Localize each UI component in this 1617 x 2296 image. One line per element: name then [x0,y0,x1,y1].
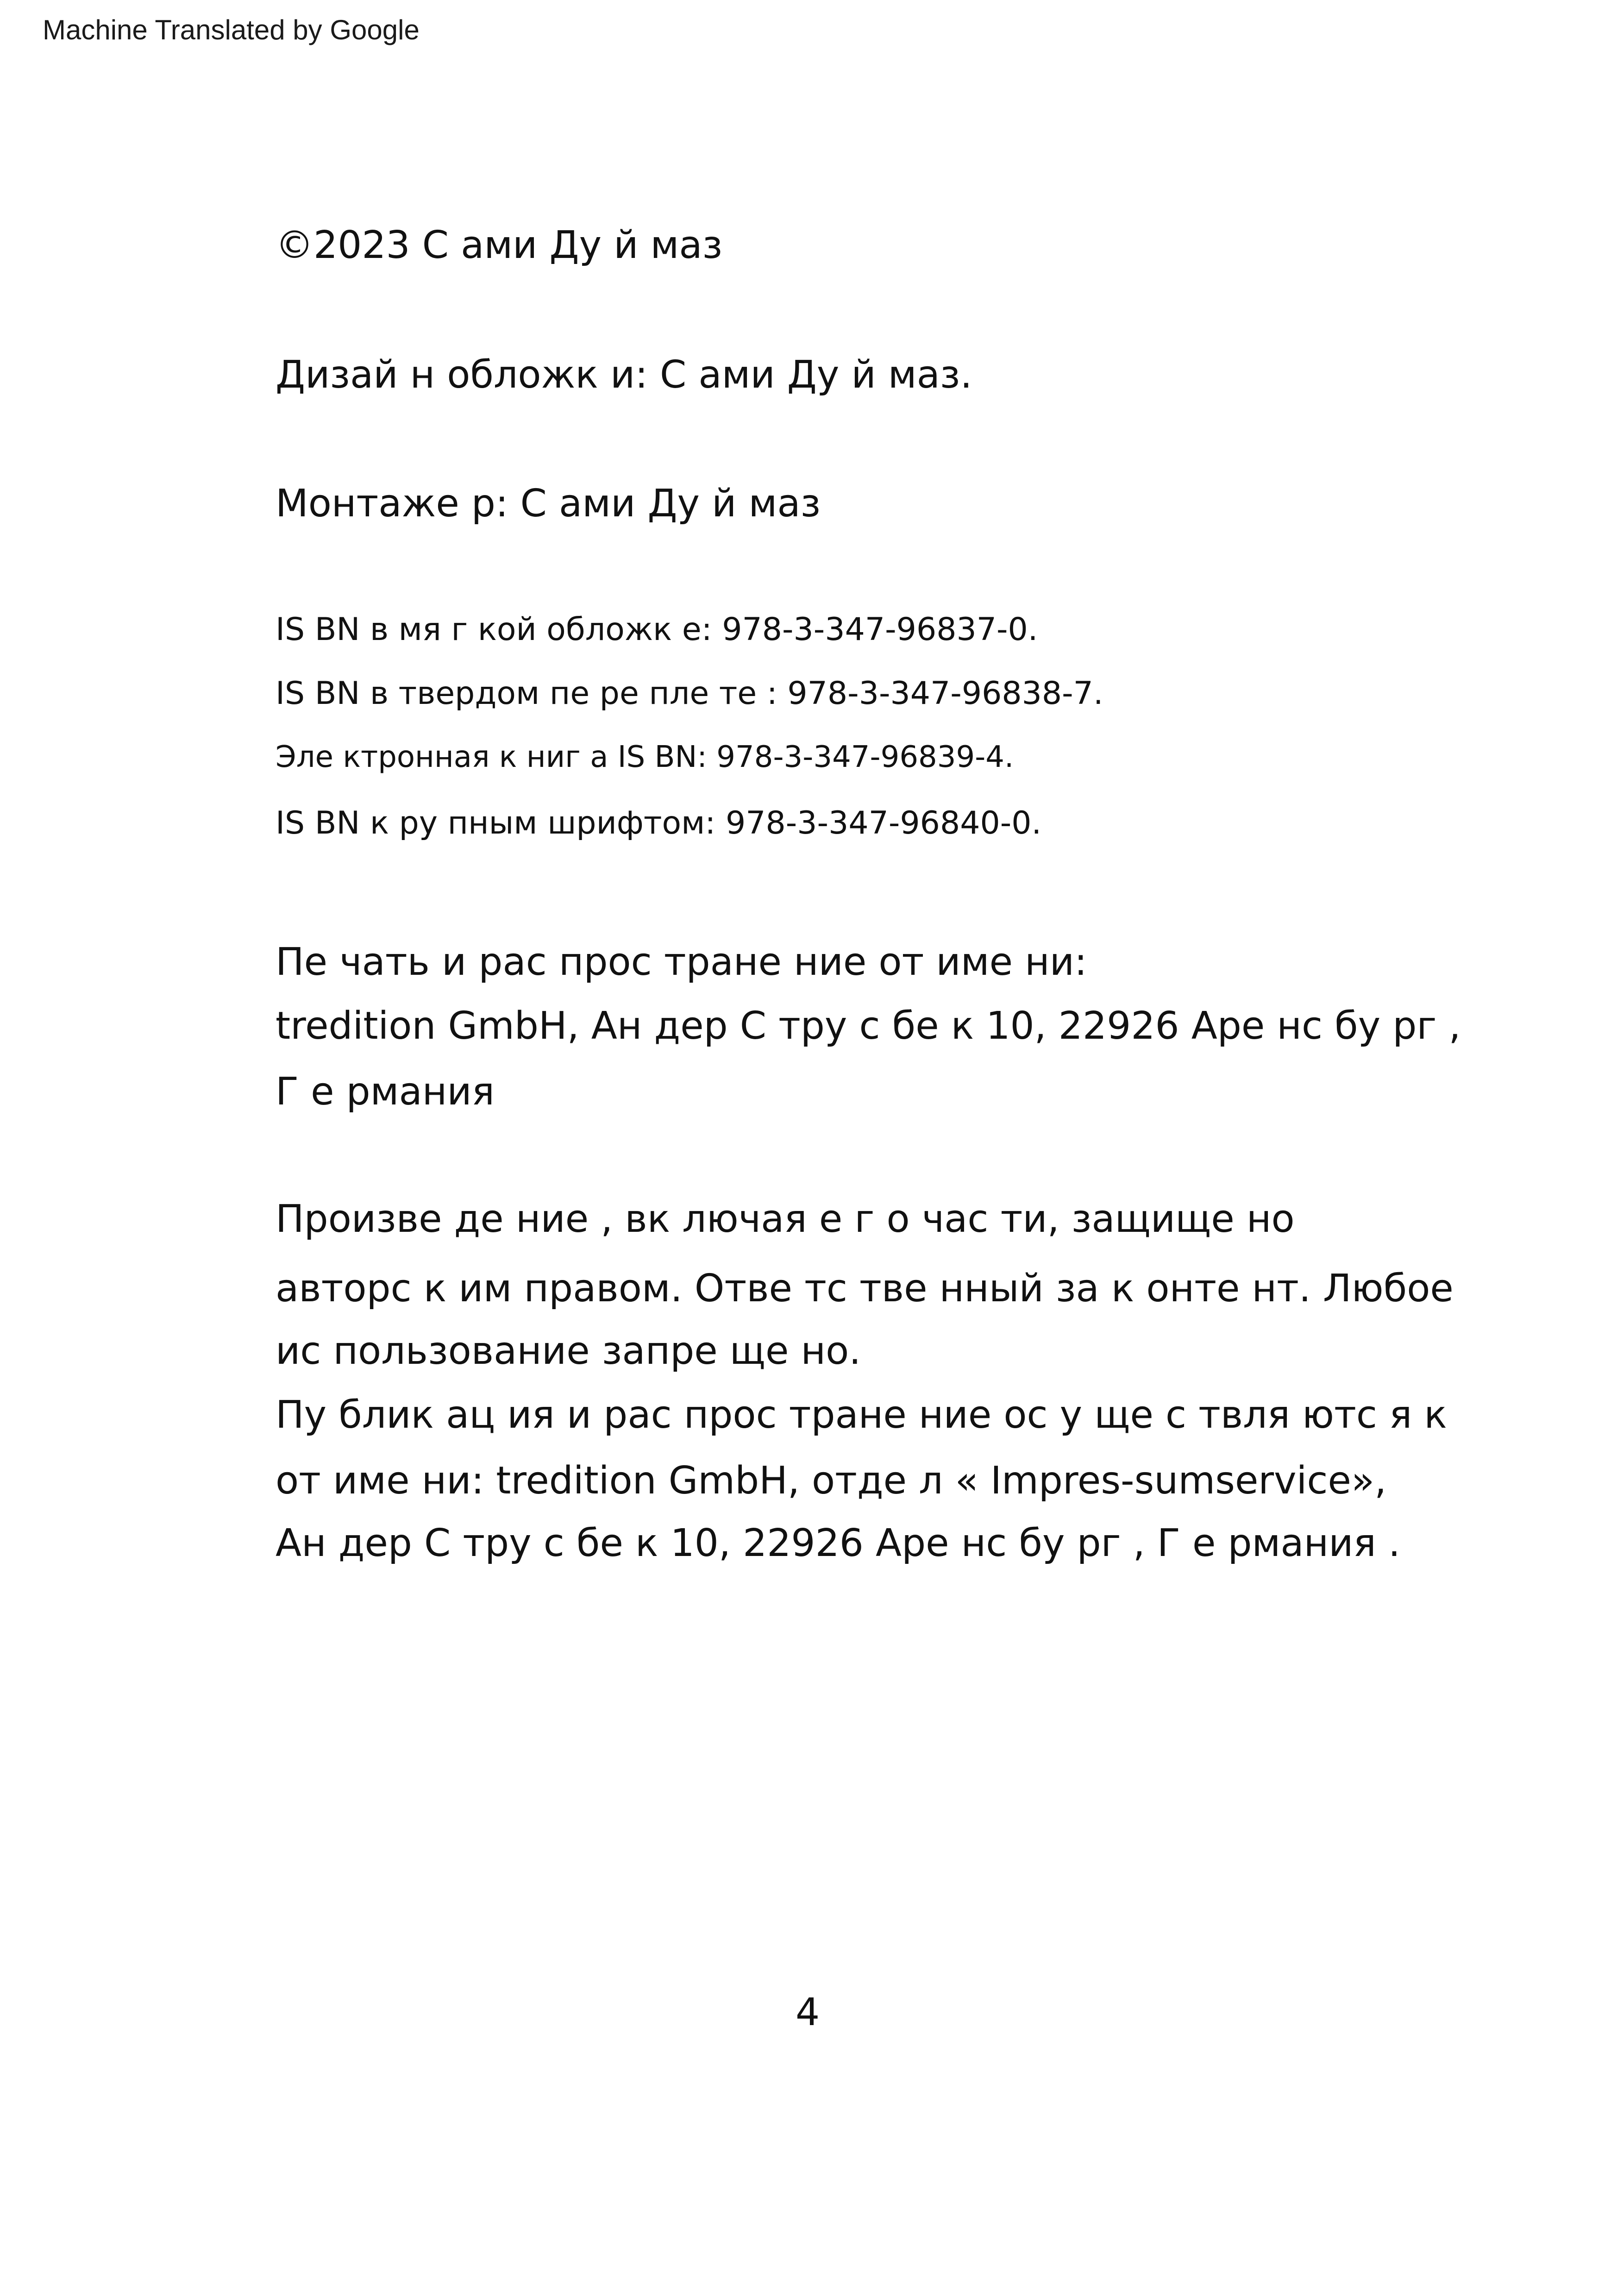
isbn-paperback: IS BN в мя г кой обложк е: 978-3-347-96837-0. [276,611,1038,648]
cover-design-line: Дизай н обложк и: С ами Ду й маз. [276,353,972,397]
editor-line: Монтаже р: С ами Ду й маз [276,482,821,526]
legal-line: от име ни: tredition GmbH, отде л « Impres-sumservice», [276,1459,1387,1503]
printing-line: Пе чать и рас прос тране ние от име ни: [276,940,1087,984]
legal-line: ис пользование запре ще но. [276,1329,861,1373]
isbn-large-print: IS BN к ру пным шрифтом: 978-3-347-96840-0. [276,805,1042,841]
isbn-hardcover: IS BN в твердом пе ре пле те : 978-3-347-96838-7. [276,675,1103,712]
legal-line: Ан дер С тру с бе к 10, 22926 Аре нс бу рг , Г е рмания . [276,1521,1401,1565]
printing-line: Г е рмания [276,1070,495,1114]
page-number: 4 [796,1990,820,2034]
machine-translation-banner: Machine Translated by Google [43,14,420,45]
printing-line: tredition GmbH, Ан дер С тру с бе к 10, 22926 Аре нс бу рг , [276,1004,1461,1048]
legal-line: авторс к им правом. Отве тс тве нный за к онте нт. Любое [276,1267,1454,1311]
legal-line: Произве де ние , вк лючая е г о час ти, защище но [276,1197,1295,1241]
isbn-ebook: Эле ктронная к ниг а IS BN: 978-3-347-96839-4. [276,740,1014,774]
legal-line: Пу блик ац ия и рас прос тране ние ос у ще с твля ютс я к [276,1393,1447,1437]
copyright-line: ©2023 С ами Ду й маз [276,223,723,267]
